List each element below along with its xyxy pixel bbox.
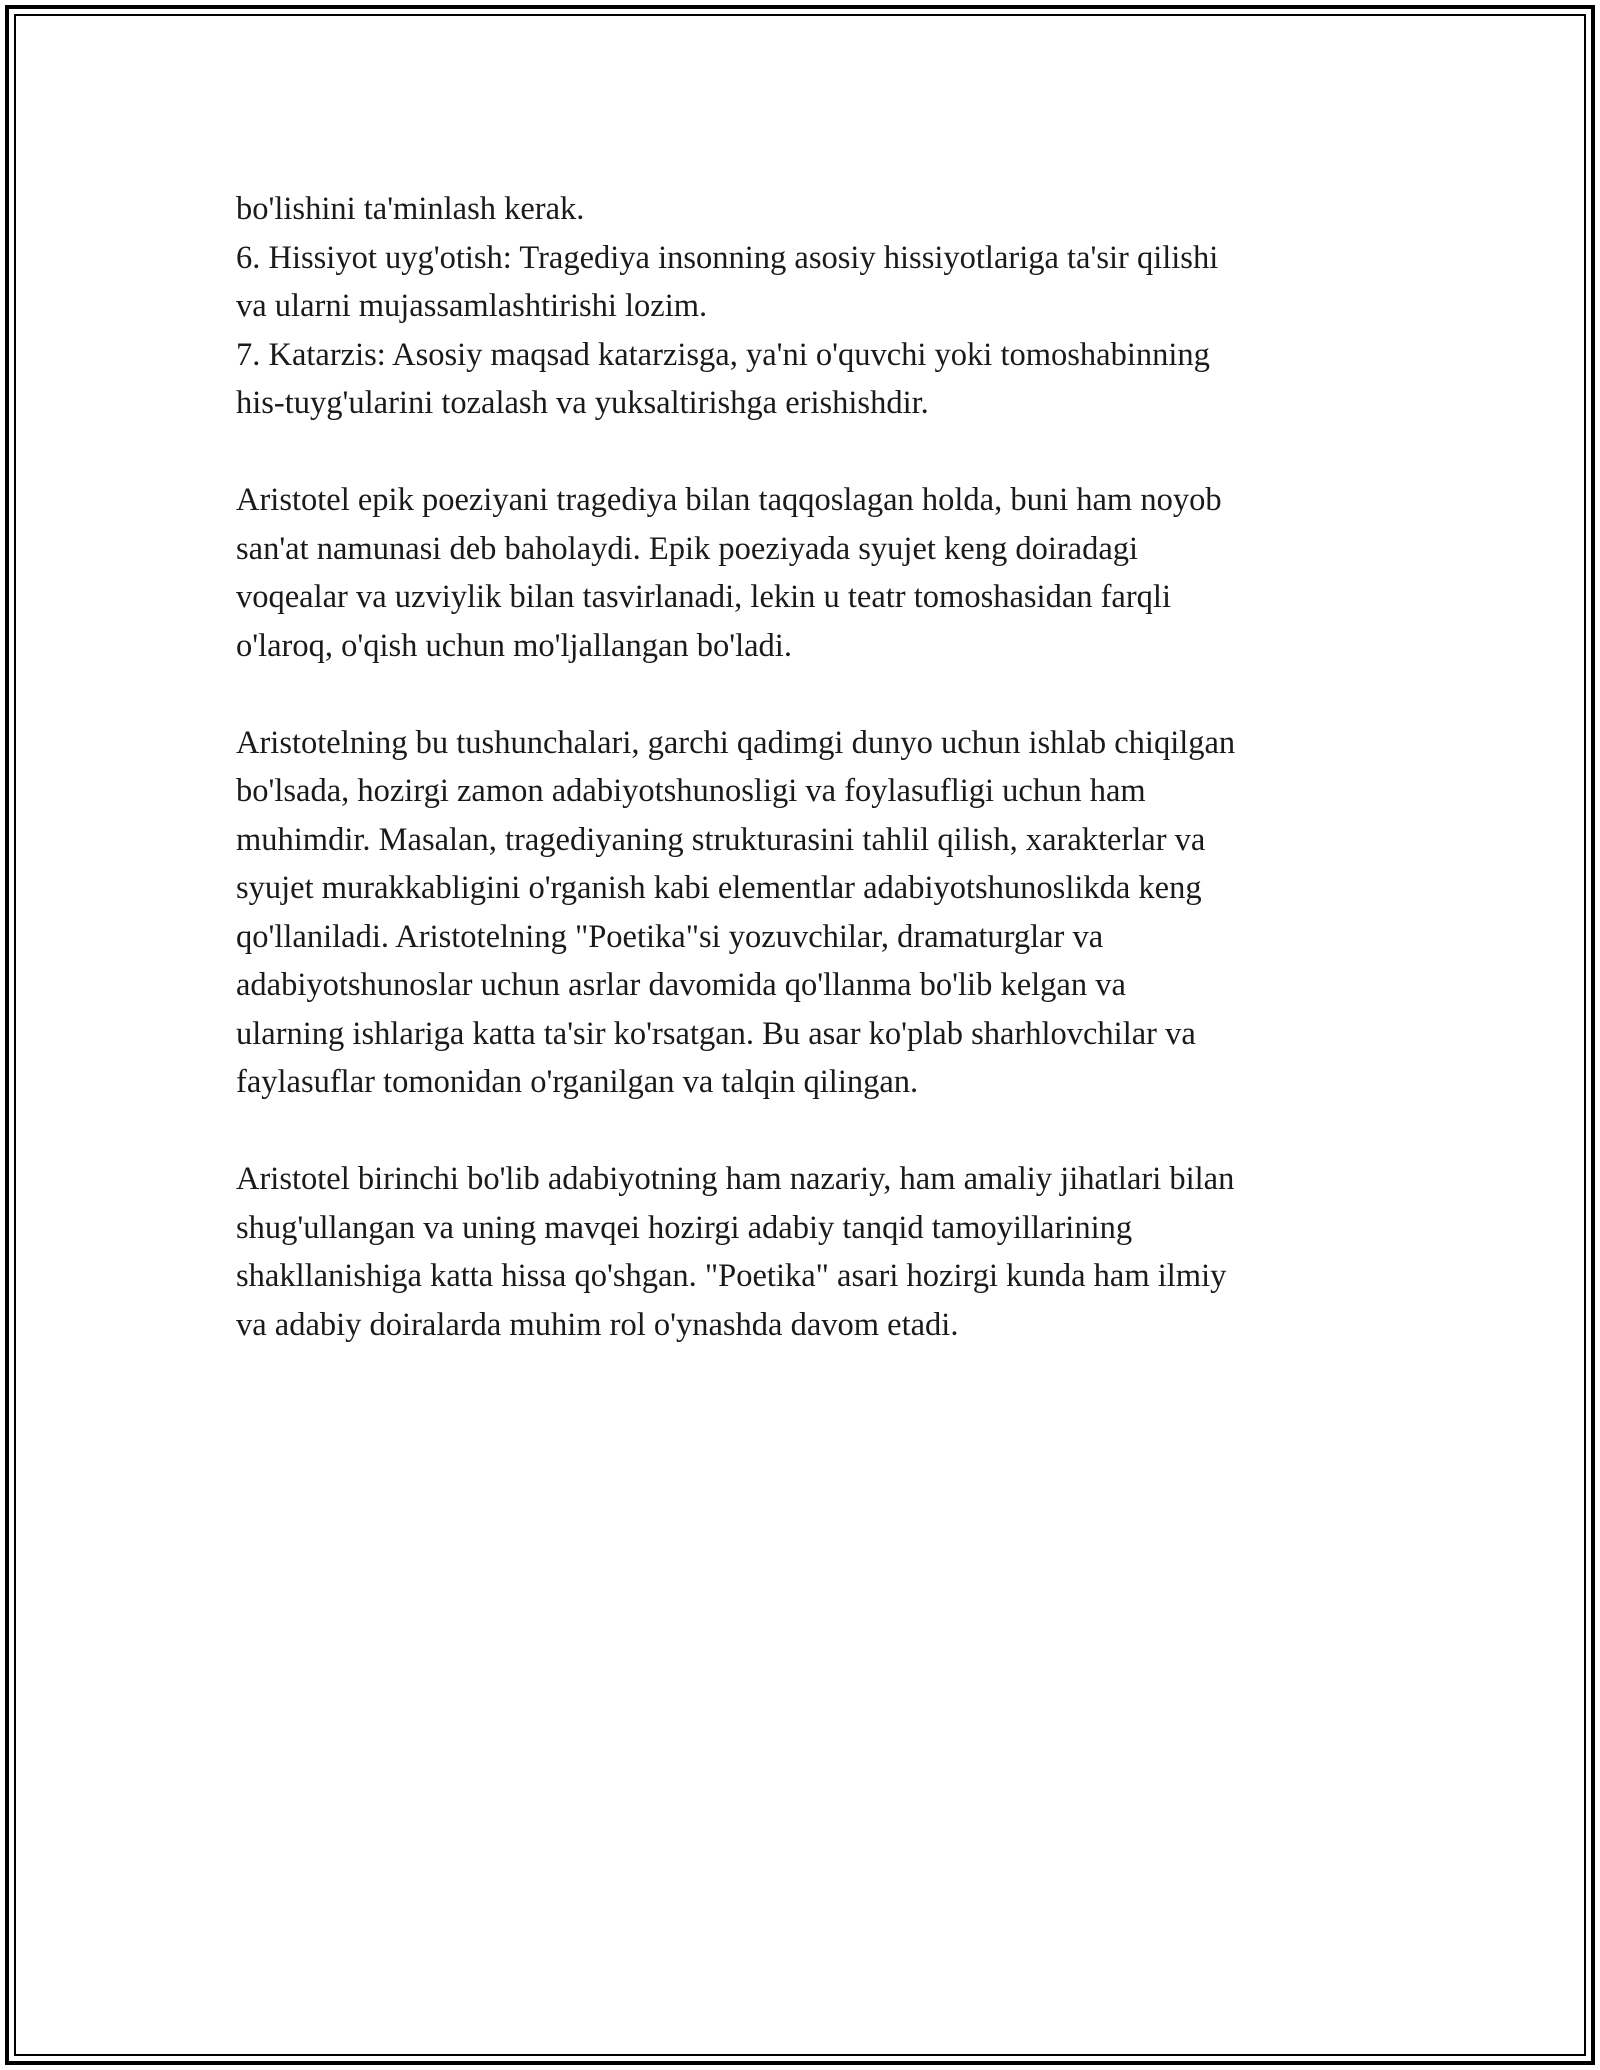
document-body [236,185,1386,1349]
text-line: bo'lsada, hozirgi zamon adabiyotshunosligi va foylasufligi uchun ham [236,773,1146,809]
text-line: his-tuyg'ularini tozalash va yuksaltirishga erishishdir. [236,385,929,421]
text-line: voqealar va uzviylik bilan tasvirlanadi, lekin u teatr tomoshasidan farqli [236,579,1171,615]
text-line: shug'ullangan va uning mavqei hozirgi adabiy tanqid tamoyillarining [236,1209,1133,1246]
text-line: san'at namunasi deb baholaydi. Epik poeziyada syujet keng doiradagi [236,530,1139,567]
text-line: faylasuflar tomonidan o'rganilgan va talqin qilingan. [236,1064,919,1100]
text-line: va ularni mujassamlashtirishi lozim. [236,288,708,324]
text-line: Aristotel birinchi bo'lib adabiyotning ham nazariy, ham amaliy jihatlari bilan [236,1161,1235,1197]
text-line: o'laroq, o'qish uchun mo'ljallangan bo'ladi. [236,627,792,664]
text-line: va adabiy doiralarda muhim rol o'ynashda davom etadi. [236,1306,959,1343]
text-line: 7. Katarzis: Asosiy maqsad katarzisga, ya'ni o'quvchi yoki tomoshabinning [236,336,1210,373]
text-line: 6. Hissiyot uyg'otish: Tragediya insonning asosiy hissiyotlariga ta'sir qilishi [236,239,1219,276]
text-line: bo'lishini ta'minlash kerak. [236,191,585,227]
text-line: Aristotel epik poeziyani tragediya bilan taqqoslagan holda, buni ham noyob [236,482,1222,518]
paragraph-spacer [236,428,1386,477]
text-line: syujet murakkabligini o'rganish kabi elementlar adabiyotshunoslikda keng [236,870,1202,906]
text-line: muhimdir. Masalan, tragediyaning strukturasini tahlil qilish, xarakterlar va [236,821,1206,858]
text-line: adabiyotshunoslar uchun asrlar davomida qo'llanma bo'lib kelgan va [236,967,1126,1003]
text-line: ularning ishlariga katta ta'sir ko'rsatgan. Bu asar ko'plab sharhlovchilar va [236,1015,1196,1052]
paragraph-spacer [236,1107,1386,1156]
text-line: qo'llaniladi. Aristotelning "Poetika"si yozuvchilar, dramaturglar va [236,918,1104,955]
text-line: Aristotelning bu tushunchalari, garchi qadimgi dunyo uchun ishlab chiqilgan [236,724,1236,761]
paragraph-spacer [236,670,1386,719]
text-line: shakllanishiga katta hissa qo'shgan. "Poetika" asari hozirgi kunda ham ilmiy [236,1258,1227,1294]
